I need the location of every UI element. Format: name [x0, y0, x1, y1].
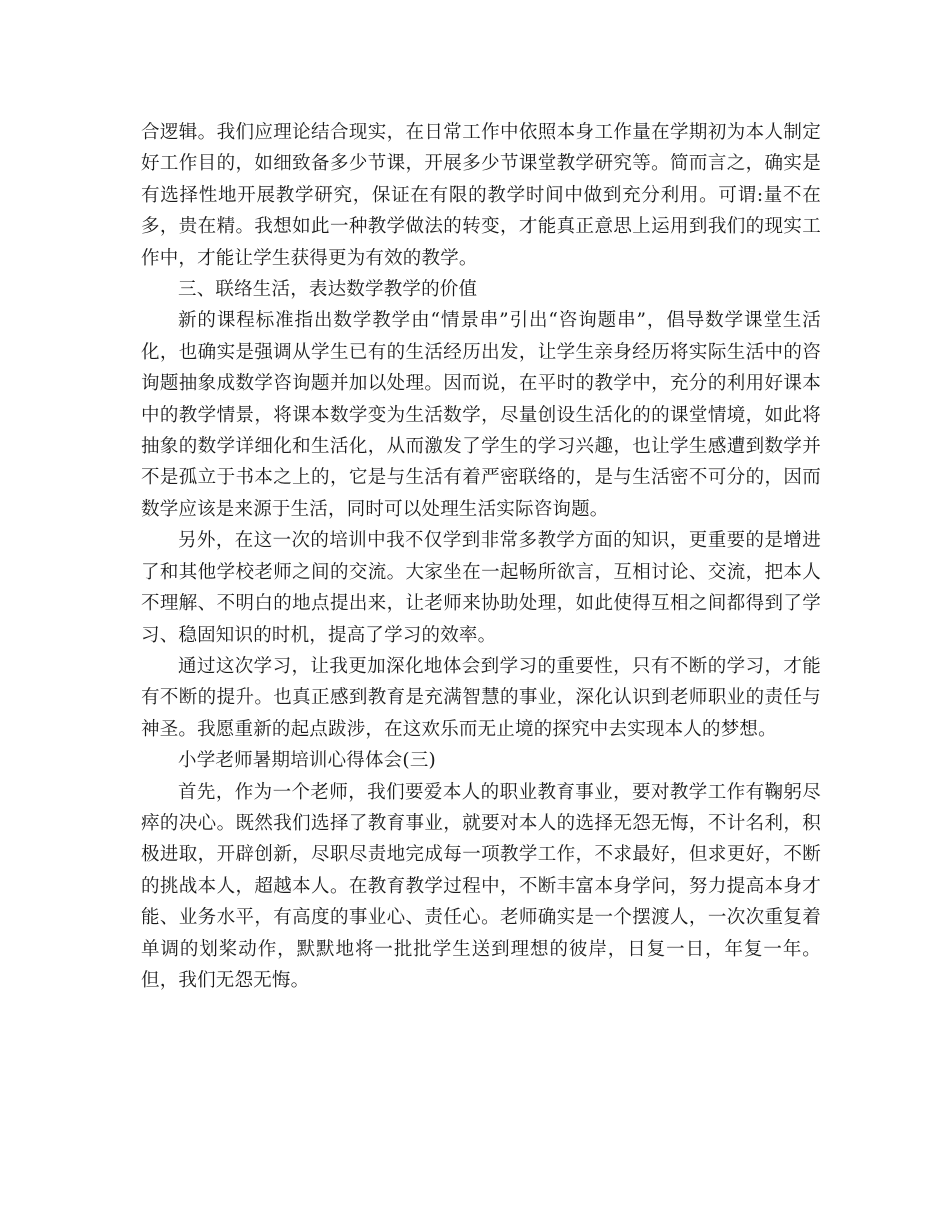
paragraph: 另外，在这一次的培训中我不仅学到非常多教学方面的知识，更重要的是增进了和其他学校老师之间的交流。大家坐在一起畅所欲言，互相讨论、交流，把本人不理解、不明白的地点提出来，让老师来协助处理，如此使得互相之间都得到了学习、稳固知识的时机，提高了学习的效率。	[141, 530, 821, 646]
section-heading-3: 三、联络生活，表达数学教学的价值	[178, 279, 478, 301]
paragraph: 通过这次学习，让我更加深化地体会到学习的重要性，只有不断的学习，才能有不断的提升。也真正感到教育是充满智慧的事业，深化认识到老师职业的责任与神圣。我愿重新的起点跋涉，在这欢乐而无止境的探究中去实现本人的梦想。	[141, 655, 821, 740]
paragraph-continued: 合逻辑。我们应理论结合现实，在日常工作中依照本身工作量在学期初为本人制定好工作目的，如细致备多少节课，开展多少节课堂教学研究等。简而言之，确实是有选择性地开展教学研究，保证在有限的教学时间中做到充分利用。可谓:量不在多，贵在精。我想如此一种教学做法的转变，才能真正意思上运用到我们的现实工作中，才能让学生获得更为有效的教学。	[141, 122, 821, 269]
paragraph: 首先，作为一个老师，我们要爱本人的职业教育事业，要对教学工作有鞠躬尽瘁的决心。既然我们选择了教育事业，就要对本人的选择无怨无悔，不计名利，积极进取，开辟创新，尽职尽责地完成每一项教学工作，不求最好，但求更好，不断的挑战本人，超越本人。在教育教学过程中，不断丰富本身学问，努力提高本身才能、业务水平，有高度的事业心、责任心。老师确实是一个摆渡人，一次次重复着单调的划桨动作，默默地将一批批学生送到理想的彼岸，日复一日，年复一年。但，我们无怨无悔。	[141, 781, 821, 991]
document-body	[141, 117, 821, 996]
paragraph: 新的课程标准指出数学教学由“情景串”引出“咨询题串”，倡导数学课堂生活化，也确实是强调从学生已有的生活经历出发，让学生亲身经历将实际生活中的咨询题抽象成数学咨询题并加以处理。因而说，在平时的教学中，充分的利用好课本中的教学情景，将课本数学变为生活数学，尽量创设生活化的的课堂情境，如此将抽象的数学详细化和生活化，从而激发了学生的学习兴趣，也让学生感遭到数学并不是孤立于书本之上的，它是与生活有着严密联络的，是与生活密不可分的，因而数学应该是来源于生活，同时可以处理生活实际咨询题。	[141, 310, 821, 520]
article-subtitle: 小学老师暑期培训心得体会(三)	[178, 750, 436, 772]
